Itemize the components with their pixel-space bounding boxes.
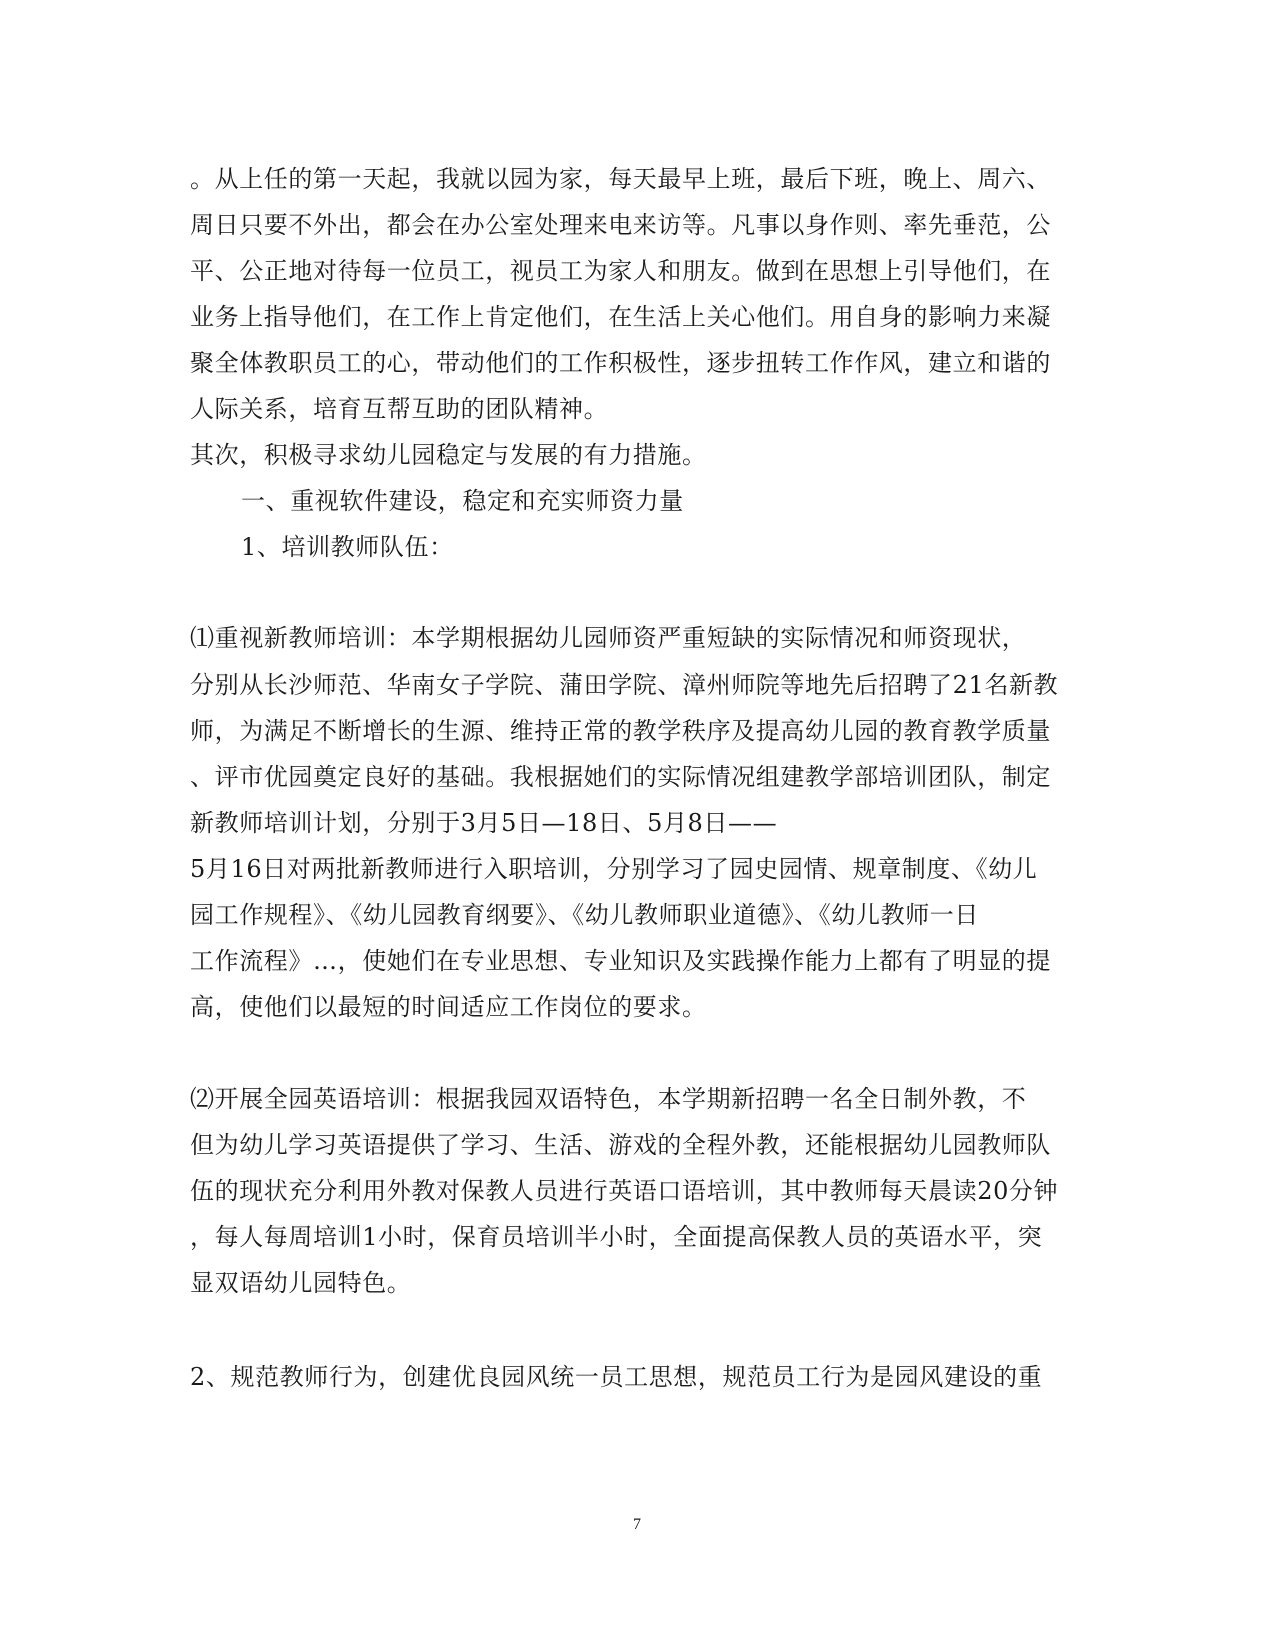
paragraph-line: 工作流程》…，使她们在专业思想、专业知识及实践操作能力上都有了明显的提 xyxy=(190,947,1051,975)
paragraph-line: 。从上任的第一天起，我就以园为家，每天最早上班，最后下班，晚上、周六、 xyxy=(190,165,1051,193)
paragraph-line: 显双语幼儿园特色。 xyxy=(190,1269,412,1297)
paragraph-line: 5月16日对两批新教师进行入职培训，分别学习了园史园情、规章制度、《幼儿 xyxy=(190,855,1038,883)
page-number: 7 xyxy=(633,1516,641,1533)
paragraph-line: 高，使他们以最短的时间适应工作岗位的要求。 xyxy=(190,993,707,1021)
paragraph-line: 周日只要不外出，都会在办公室处理来电来访等。凡事以身作则、率先垂范，公 xyxy=(190,211,1051,239)
paragraph-line: ⑴重视新教师培训：本学期根据幼儿园师资严重短缺的实际情况和师资现状， xyxy=(190,624,1027,652)
paragraph-line: ⑵开展全园英语培训：根据我园双语特色，本学期新招聘一名全日制外教，不 xyxy=(190,1085,1027,1113)
paragraph-line: 师，为满足不断增长的生源、维持正常的教学秩序及提高幼儿园的教育教学质量 xyxy=(190,717,1051,745)
paragraph-line: ，每人每周培训1小时，保育员培训半小时，全面提高保教人员的英语水平，突 xyxy=(190,1223,1043,1251)
paragraph-line: 新教师培训计划，分别于3月5日—18日、5月8日—— xyxy=(190,809,778,837)
paragraph-line: 分别从长沙师范、华南女子学院、蒲田学院、漳州师院等地先后招聘了21名新教 xyxy=(190,671,1059,699)
paragraph-line: 但为幼儿学习英语提供了学习、生活、游戏的全程外教，还能根据幼儿园教师队 xyxy=(190,1131,1051,1159)
paragraph-line: 平、公正地对待每一位员工，视员工为家人和朋友。做到在思想上引导他们，在 xyxy=(190,257,1051,285)
paragraph-line: 、评市优园奠定良好的基础。我根据她们的实际情况组建教学部培训团队，制定 xyxy=(190,763,1051,791)
paragraph-line: 人际关系，培育互帮互助的团队精神。 xyxy=(190,395,609,423)
paragraph-line: 其次，积极寻求幼儿园稳定与发展的有力措施。 xyxy=(190,441,707,469)
subsection-heading: 1、培训教师队伍： xyxy=(241,533,454,561)
section-heading: 一、重视软件建设，稳定和充实师资力量 xyxy=(241,487,684,515)
paragraph-line: 伍的现状充分利用外教对保教人员进行英语口语培训，其中教师每天晨读20分钟 xyxy=(190,1177,1059,1205)
paragraph-line: 业务上指导他们，在工作上肯定他们，在生活上关心他们。用自身的影响力来凝 xyxy=(190,303,1051,331)
paragraph-line: 园工作规程》、《幼儿园教育纲要》、《幼儿教师职业道德》、《幼儿教师一日 xyxy=(190,901,979,929)
paragraph-line: 聚全体教职员工的心，带动他们的工作积极性，逐步扭转工作作风，建立和谐的 xyxy=(190,349,1051,377)
paragraph-line: 2、规范教师行为，创建优良园风统一员工思想，规范员工行为是园风建设的重 xyxy=(190,1363,1043,1391)
